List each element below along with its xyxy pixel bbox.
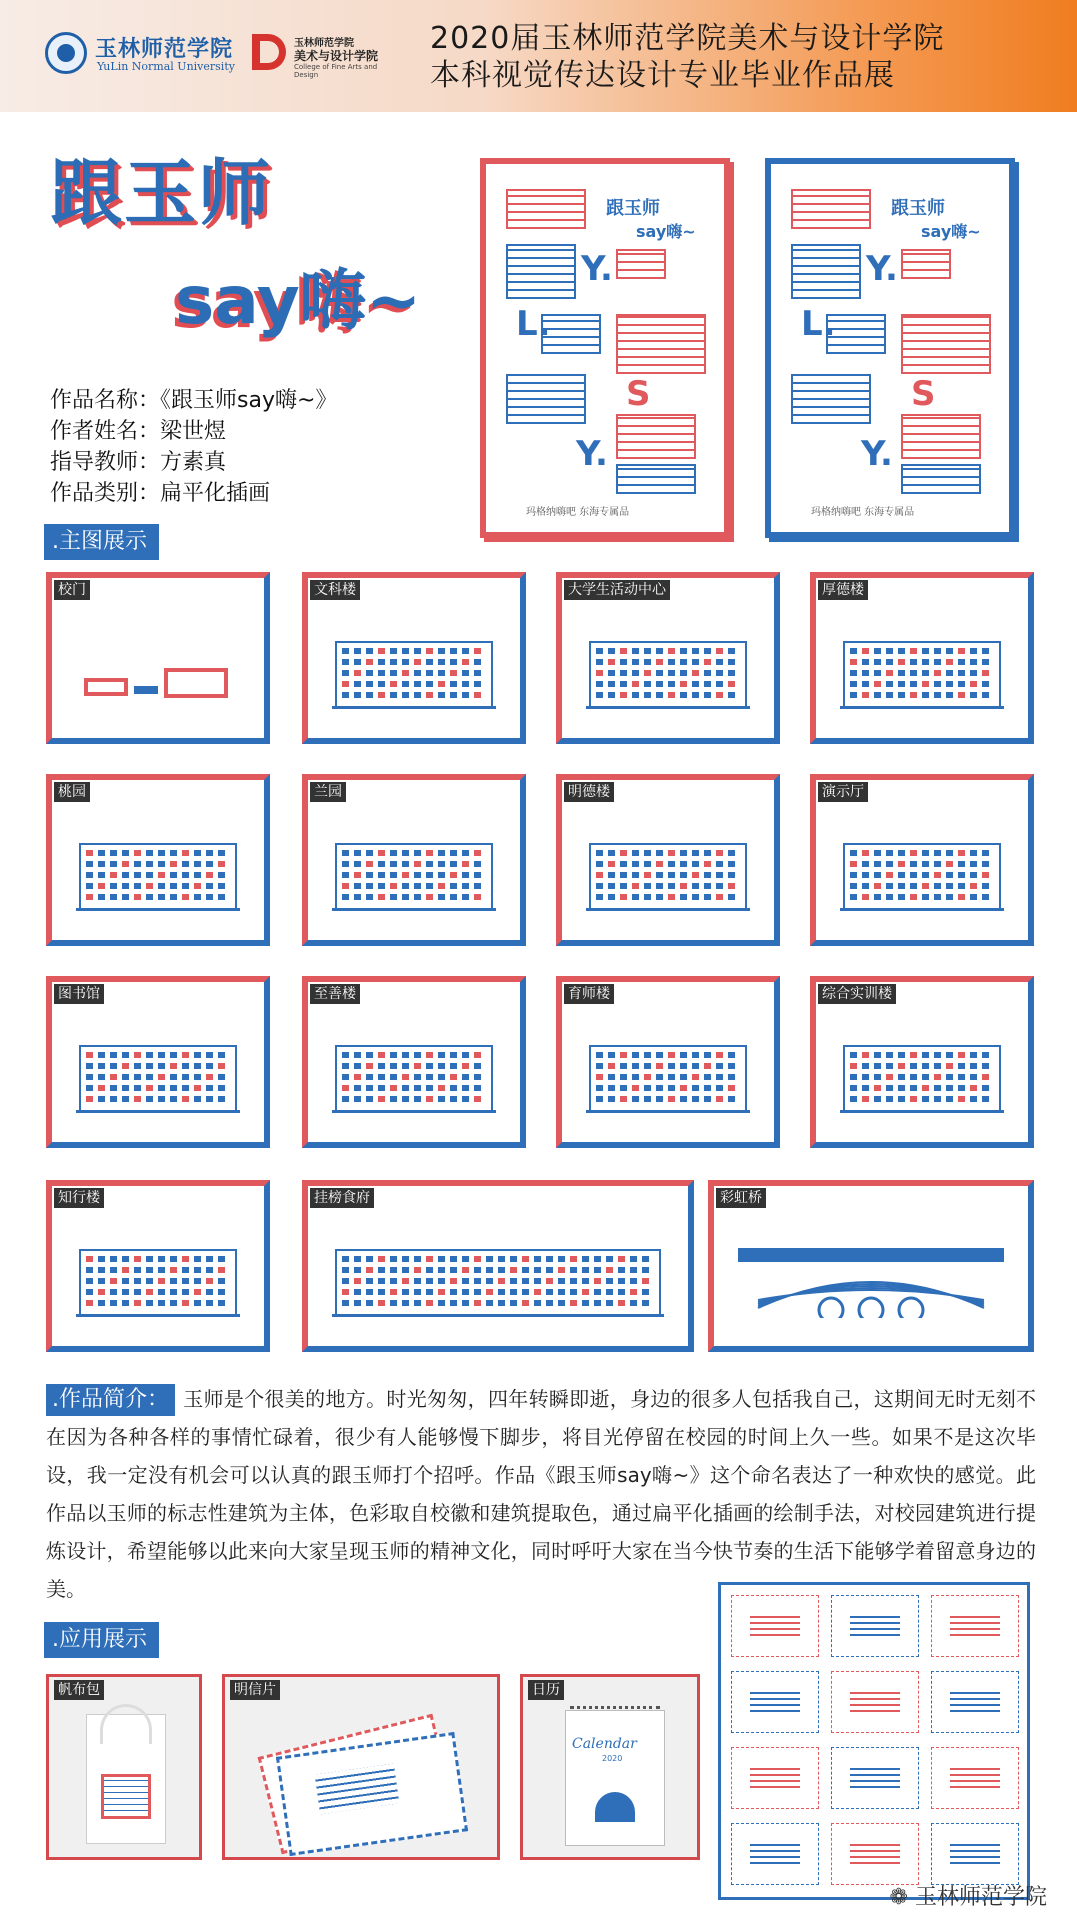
app-tote-bag (46, 1674, 202, 1860)
building-label: 挂榜食府 (310, 1188, 374, 1208)
college-mark-icon (252, 34, 286, 70)
poster-subtitle: say嗨~ (636, 222, 696, 241)
calendar-page (831, 1595, 919, 1657)
calendar-word: Calendar (572, 1736, 637, 1752)
app-calendar (520, 1674, 700, 1860)
poster-blue (765, 158, 1015, 538)
university-logo (45, 30, 255, 78)
poster-title: 跟玉师 (891, 198, 945, 219)
app-label-tote: 帆布包 (54, 1680, 104, 1700)
poster-title: 跟玉师 (606, 198, 660, 219)
calendar-grid (718, 1582, 1030, 1900)
building-illustration (586, 630, 750, 710)
building-illustration (840, 832, 1004, 912)
university-name-en: YuLin Normal University (97, 60, 235, 73)
poster-letter-y2: Y. (861, 434, 893, 474)
intro-block (46, 1380, 1036, 1608)
app-label-postcard: 明信片 (230, 1680, 280, 1700)
info-row-name: 作品名称：《跟玉师say嗨~》 (50, 388, 338, 413)
building-label: 厚德楼 (818, 580, 868, 600)
exhibition-title-line2: 本科视觉传达设计专业毕业作品展 (430, 58, 895, 93)
building-illustration (76, 1238, 240, 1318)
exhibition-title-line1: 2020届玉林师范学院美术与设计学院 (430, 21, 945, 56)
building-illustration (76, 832, 240, 912)
building-illustration (738, 1238, 1004, 1318)
college-name-en: College of Fine Arts and Design (294, 63, 378, 79)
building-card-taoyuan (46, 774, 270, 946)
building-label: 大学生活动中心 (564, 580, 670, 600)
building-card-liberal-arts (302, 572, 526, 744)
college-name-cn: 美术与设计学院 (294, 49, 379, 63)
university-name-cn: 玉林师范学院 (95, 36, 234, 62)
watermark: ❁ 玉林师范学院 (889, 1885, 1047, 1910)
poster-letter-y: Y. (866, 249, 898, 289)
building-label: 育师楼 (564, 984, 614, 1004)
info-row-advisor: 指导教师：方素真 (50, 450, 227, 475)
building-illustration (76, 1034, 240, 1114)
poster-letter-s: S (911, 374, 936, 414)
info-row-author: 作者姓名：梁世煜 (50, 419, 227, 444)
calendar-page (731, 1671, 819, 1733)
calendar-year: 2020 (602, 1754, 623, 1763)
building-illustration (76, 630, 240, 710)
section-application: .应用展示 (44, 1622, 159, 1658)
header-banner (0, 0, 1077, 112)
building-card-yushi (556, 976, 780, 1148)
calendar-page (831, 1671, 919, 1733)
calendar-page (931, 1671, 1019, 1733)
building-card-training (810, 976, 1034, 1148)
poster-red (480, 158, 730, 538)
building-card-school-gate (46, 572, 270, 744)
intro-tag: .作品简介： (46, 1384, 175, 1416)
building-label: 演示厅 (818, 782, 868, 802)
building-illustration (332, 832, 496, 912)
poster-letter-s: S (626, 374, 651, 414)
college-logo-small: 玉林师范学院 (294, 38, 354, 49)
app-postcard (222, 1674, 500, 1860)
building-label: 至善楼 (310, 984, 360, 1004)
building-card-lanyuan (302, 774, 526, 946)
calendar-page (831, 1823, 919, 1885)
college-logo (252, 32, 392, 79)
work-info (50, 385, 337, 509)
building-card-houde (810, 572, 1034, 744)
calendar-page (731, 1823, 819, 1885)
poster-letter-y: Y. (581, 249, 613, 289)
building-illustration (332, 1034, 496, 1114)
poster-footer: 玛格纳嗨吧 东海专属品 (526, 507, 630, 518)
section-main-display: .主图展示 (44, 524, 159, 560)
poster-letter-l: L. (516, 304, 551, 344)
building-card-library (46, 976, 270, 1148)
intro-text: 玉师是个很美的地方。时光匆匆，四年转瞬即逝，身边的很多人包括我自己，这期间无时无刻不在因为各种各样的事情忙碌着，很少有人能够慢下脚步，将目光停留在校园的时间上久一些。如果不是这次毕设，我一定没有机会可以认真的跟玉师打个招呼。作品《跟玉师say嗨~》这个命名表达了一种欢快的感觉。此作品以玉师的标志性建筑为主体，色彩取自校徽和建筑提取色，通过扁平化插画的绘制手法，对校园建筑进行提炼设计，希望能够以此来向大家呈现玉师的精神文化，同时呼吁大家在当今快节奏的生活下能够学着留意身边的美。 (46, 1387, 1036, 1601)
building-card-zhishan (302, 976, 526, 1148)
calendar-page (931, 1823, 1019, 1885)
exhibition-title (430, 20, 1030, 94)
building-illustration (332, 630, 496, 710)
poster-letter-y2: Y. (576, 434, 608, 474)
building-label: 桃园 (54, 782, 90, 802)
building-illustration (840, 630, 1004, 710)
building-illustration (840, 1034, 1004, 1114)
work-title-sub: say嗨~ (175, 262, 422, 339)
building-label: 综合实训楼 (818, 984, 896, 1004)
calendar-page (931, 1747, 1019, 1809)
building-label: 兰园 (310, 782, 346, 802)
building-label: 校门 (54, 580, 90, 600)
poster-letter-l: L. (801, 304, 836, 344)
calendar-page (731, 1595, 819, 1657)
building-card-zhixing (46, 1180, 270, 1352)
poster-footer: 玛格纳嗨吧 东海专属品 (811, 507, 915, 518)
info-row-category: 作品类别：扁平化插画 (50, 481, 271, 506)
building-label: 彩虹桥 (716, 1188, 766, 1208)
calendar-page (831, 1747, 919, 1809)
work-title-main: 跟玉师 (50, 151, 273, 235)
calendar-page (731, 1747, 819, 1809)
building-label: 图书馆 (54, 984, 104, 1004)
university-seal-icon (45, 32, 87, 74)
building-label: 知行楼 (54, 1188, 104, 1208)
building-illustration (586, 1034, 750, 1114)
building-label: 文科楼 (310, 580, 360, 600)
building-card-lecture-hall (810, 774, 1034, 946)
building-illustration (332, 1238, 664, 1318)
building-card-rainbow-bridge (708, 1180, 1034, 1352)
poster-subtitle: say嗨~ (921, 222, 981, 241)
app-label-calendar: 日历 (528, 1680, 564, 1700)
building-card-student-center (556, 572, 780, 744)
building-illustration (586, 832, 750, 912)
wechat-icon: ❁ (889, 1885, 908, 1910)
calendar-page (931, 1595, 1019, 1657)
building-card-mingde (556, 774, 780, 946)
building-card-canteen (302, 1180, 694, 1352)
building-label: 明德楼 (564, 782, 614, 802)
